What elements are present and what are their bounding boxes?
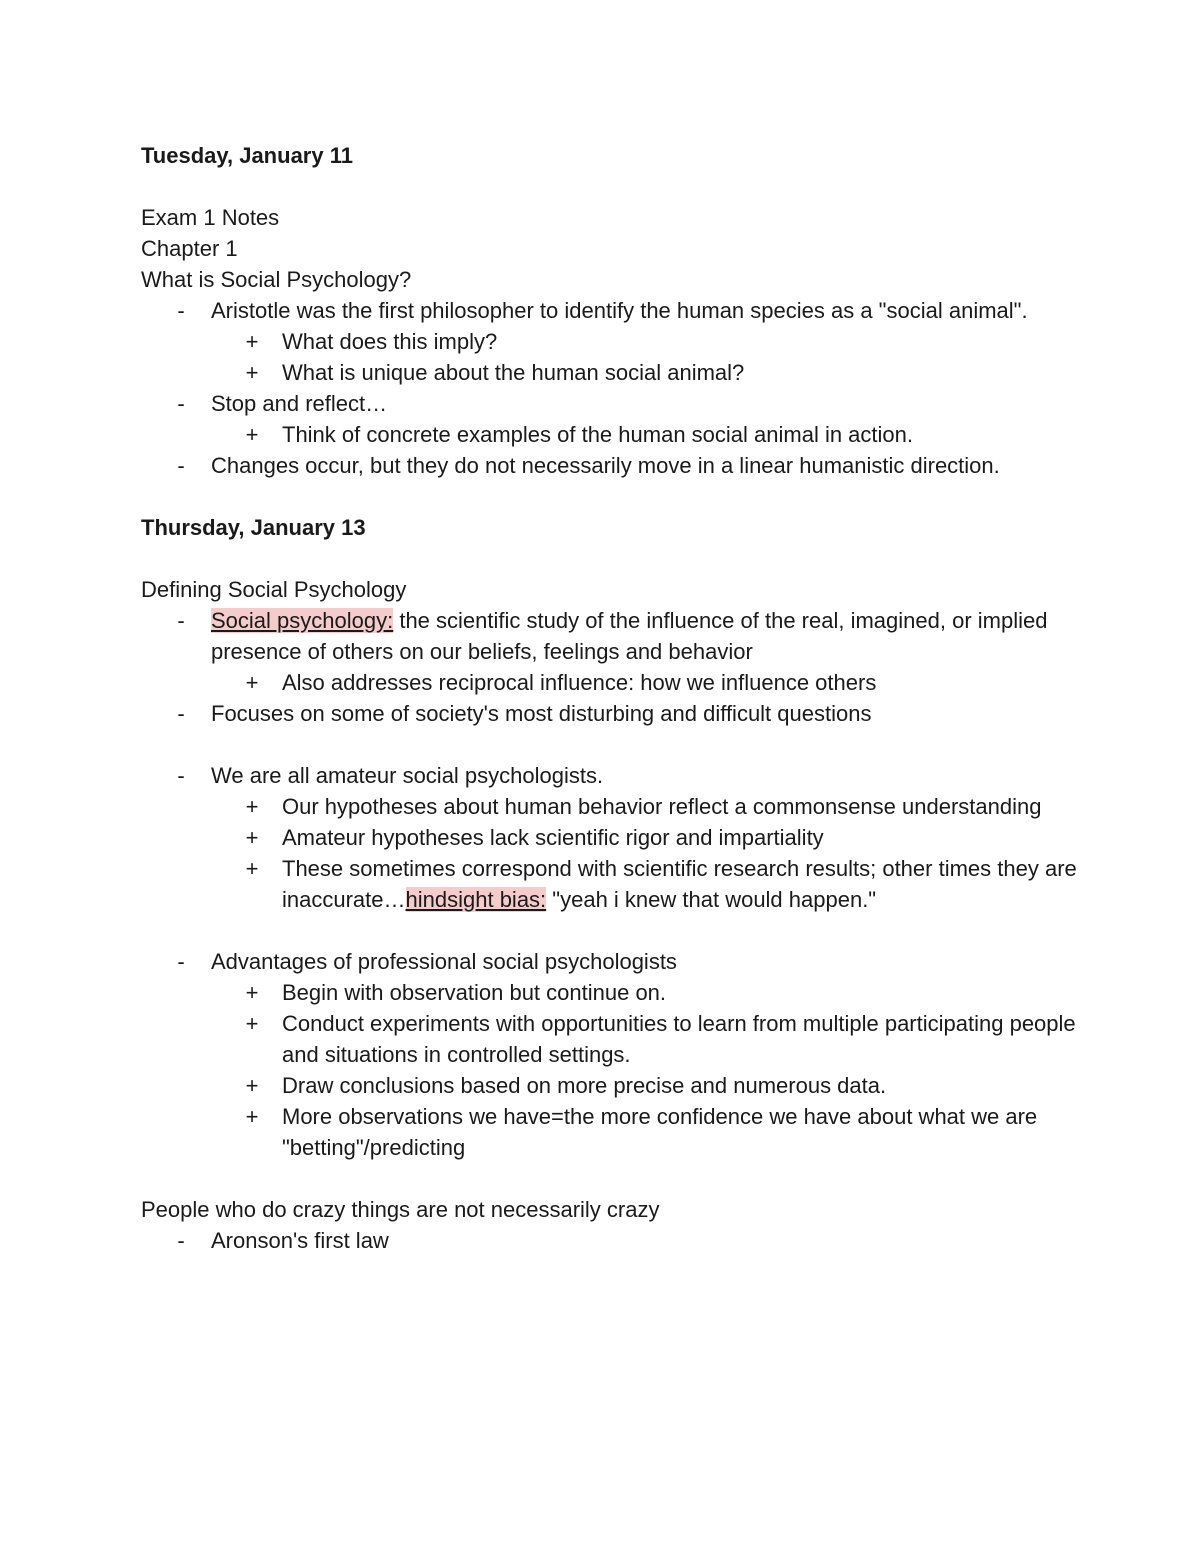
bullet-item [141, 946, 1081, 977]
plus-marker: + [245, 422, 259, 447]
sub-bullet-item [141, 326, 1081, 357]
bullet-text: Aristotle was the first philosopher to identify the human species as a "social animal". [211, 298, 1028, 323]
spacer [141, 543, 1081, 574]
plus-marker: + [245, 794, 259, 819]
bullet-text: Focuses on some of society's most disturbing and difficult questions [211, 701, 872, 726]
plus-marker: + [245, 980, 259, 1005]
dash-marker: - [177, 298, 185, 323]
sub-bullet-text: Also addresses reciprocal influence: how we influence others [282, 670, 877, 695]
section-title: Defining Social Psychology [141, 577, 407, 602]
plus-marker: + [245, 825, 259, 850]
sub-bullet-item [141, 791, 1081, 822]
bullet-item [141, 605, 1081, 667]
notes-title: Exam 1 Notes [141, 205, 280, 230]
dash-marker: - [177, 949, 185, 974]
bullet-item [141, 698, 1081, 729]
bullet-text: Aronson's first law [211, 1228, 389, 1253]
dash-marker: - [177, 1228, 185, 1253]
sub-bullet-item [141, 1070, 1081, 1101]
plus-marker: + [245, 856, 259, 881]
highlighted-term: Social psychology: [211, 608, 394, 633]
spacer [141, 171, 1081, 202]
spacer [141, 729, 1081, 760]
bullet-item [141, 760, 1081, 791]
sub-bullet-item [141, 1008, 1081, 1070]
sub-bullet-text: Begin with observation but continue on. [282, 980, 667, 1005]
plus-marker: + [245, 329, 259, 354]
sub-bullet-text: Draw conclusions based on more precise and numerous data. [282, 1073, 887, 1098]
sub-bullet-text: More observations we have=the more confidence we have about what we are "betting"/predicting [282, 1104, 1038, 1160]
spacer [141, 915, 1081, 946]
plus-marker: + [245, 1104, 259, 1129]
spacer [141, 481, 1081, 512]
dash-marker: - [177, 608, 185, 633]
plus-marker: + [245, 1011, 259, 1036]
sub-bullet-item [141, 853, 1081, 915]
bullet-item [141, 388, 1081, 419]
bullet-item [141, 1225, 1081, 1256]
sub-bullet-text: These sometimes correspond with scientific research results; other times they are inaccurate… [282, 856, 1077, 912]
date-heading-tuesday: Tuesday, January 11 [141, 143, 353, 168]
bullet-text: the scientific study of the influence of the real, imagined, or implied presence of others on our beliefs, feelings and behavior [211, 608, 1048, 664]
sub-bullet-item [141, 357, 1081, 388]
date-heading-thursday: Thursday, January 13 [141, 515, 366, 540]
document-page [141, 140, 1081, 1256]
bullet-item [141, 295, 1081, 326]
sub-bullet-item [141, 1101, 1081, 1163]
sub-bullet-item [141, 419, 1081, 450]
sub-bullet-item [141, 977, 1081, 1008]
bullet-text: Advantages of professional social psychologists [211, 949, 677, 974]
sub-bullet-text: Amateur hypotheses lack scientific rigor and impartiality [282, 825, 824, 850]
bullet-text: Stop and reflect… [211, 391, 388, 416]
sub-bullet-item [141, 822, 1081, 853]
sub-bullet-text: Conduct experiments with opportunities to learn from multiple participating people and situations in controlled settings. [282, 1011, 1076, 1067]
plus-marker: + [245, 1073, 259, 1098]
bullet-text: We are all amateur social psychologists. [211, 763, 604, 788]
section-title: What is Social Psychology? [141, 267, 412, 292]
sub-bullet-item [141, 667, 1081, 698]
sub-bullet-text: "yeah i knew that would happen." [546, 887, 877, 912]
dash-marker: - [177, 453, 185, 478]
section-title: People who do crazy things are not necessarily crazy [141, 1197, 660, 1222]
spacer [141, 1163, 1081, 1194]
sub-bullet-text: Our hypotheses about human behavior reflect a commonsense understanding [282, 794, 1042, 819]
bullet-item [141, 450, 1081, 481]
bullet-text: Changes occur, but they do not necessarily move in a linear humanistic direction. [211, 453, 1000, 478]
dash-marker: - [177, 391, 185, 416]
highlighted-term: hindsight bias: [405, 887, 547, 912]
chapter-label: Chapter 1 [141, 236, 238, 261]
sub-bullet-text: What is unique about the human social animal? [282, 360, 745, 385]
sub-bullet-text: Think of concrete examples of the human social animal in action. [282, 422, 913, 447]
sub-bullet-text: What does this imply? [282, 329, 498, 354]
dash-marker: - [177, 763, 185, 788]
plus-marker: + [245, 360, 259, 385]
dash-marker: - [177, 701, 185, 726]
plus-marker: + [245, 670, 259, 695]
